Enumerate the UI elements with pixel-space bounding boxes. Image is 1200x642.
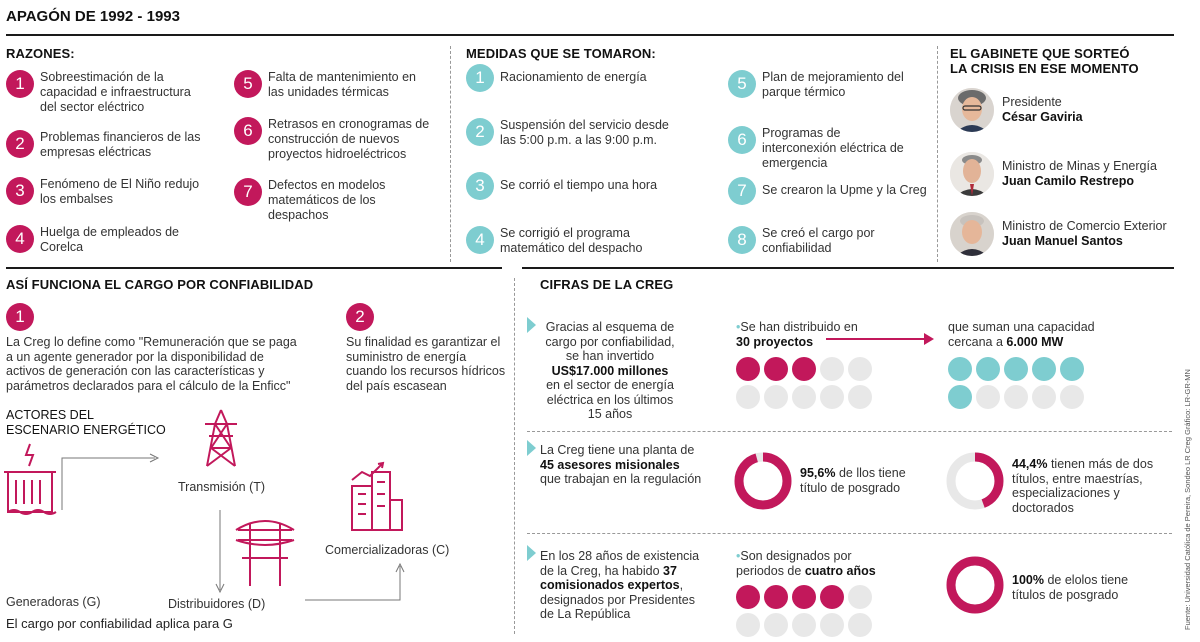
number-badge: 7 xyxy=(234,178,262,206)
pointer-icon xyxy=(527,545,536,561)
filled-dot xyxy=(948,357,972,381)
inversion-text xyxy=(540,320,680,422)
page-title: APAGÓN DE 1992 - 1993 xyxy=(6,8,180,25)
arrow-icon xyxy=(826,332,936,346)
medida-item xyxy=(728,177,928,205)
medida-text: Se corrigió el programa matemático del despacho xyxy=(500,226,643,255)
cargo-purpose: Su finalidad es garantizar el suministro de energía cuando los recursos hídricos del país escasean xyxy=(346,335,506,393)
empty-dot xyxy=(764,613,788,637)
gabinete-heading-line: LA CRISIS EN ESE MOMENTO xyxy=(950,61,1139,76)
capacidad-text xyxy=(948,320,1108,349)
comisionados-pre: En los 28 años de existencia de la Creg, ha habido xyxy=(540,549,700,578)
donut-expertos xyxy=(946,556,1004,614)
razon-item xyxy=(6,177,226,207)
donut-posgrado xyxy=(734,452,792,510)
transmision-label: Transmisión (T) xyxy=(178,480,266,494)
pointer-icon xyxy=(527,440,536,456)
empty-dot xyxy=(820,385,844,409)
proyectos-pre: Se han distribuido en xyxy=(740,320,858,334)
number-badge: 4 xyxy=(6,225,34,253)
filled-dot xyxy=(764,357,788,381)
razon-text: Sobreestimación de la capacidad e infraestructura del sector eléctrico xyxy=(40,70,191,114)
pointer-icon xyxy=(527,317,536,333)
expertos-desc: de elolos tiene títulos de posgrado xyxy=(1012,573,1129,602)
divider xyxy=(450,46,451,262)
number-badge: 2 xyxy=(466,118,494,146)
empty-dot xyxy=(792,613,816,637)
empty-dot xyxy=(1060,385,1084,409)
razon-text: Problemas financieros de las empresas eléctricas xyxy=(40,130,201,159)
razon-text: Fenómeno de El Niño redujo los embalses xyxy=(40,177,200,206)
person-name: Juan Camilo Restrepo xyxy=(1002,174,1134,188)
number-badge: 8 xyxy=(728,226,756,254)
medida-text: Se crearon la Upme y la Creg xyxy=(762,183,927,197)
number-badge: 3 xyxy=(466,172,494,200)
inversion-amount: US$17.000 millones xyxy=(551,363,669,378)
comisionados-post: , designados por Presidentes de La República xyxy=(540,578,695,621)
razon-item xyxy=(6,225,226,255)
filled-dot xyxy=(764,585,788,609)
divider xyxy=(527,533,1172,534)
actores-heading-line: ESCENARIO ENERGÉTICO xyxy=(6,422,166,437)
person-info xyxy=(1002,219,1167,249)
inversion-post: en el sector de energía eléctrica en los últimos 15 años xyxy=(546,378,674,421)
periodos-dot-grid xyxy=(736,585,872,637)
section-rule xyxy=(6,267,502,269)
titulos-text xyxy=(1012,457,1177,515)
asesores-pre: La Creg tiene una planta de xyxy=(540,443,695,457)
person-info xyxy=(1002,159,1157,189)
filled-dot xyxy=(976,357,1000,381)
medida-item xyxy=(728,126,928,171)
source-credits: Fuente: Universidad Católica de Pereira, Sondeo LR Creg Gráfico: LR-GR-MN xyxy=(1183,369,1192,630)
empty-dot xyxy=(820,613,844,637)
capacidad-value: 6.000 MW xyxy=(1006,334,1064,349)
person-info xyxy=(1002,95,1083,125)
number-badge: 1 xyxy=(466,64,494,92)
number-badge: 6 xyxy=(728,126,756,154)
number-badge: 5 xyxy=(234,70,262,98)
periodos-pre: Son designados por periodos de xyxy=(736,549,852,578)
person-role: Presidente xyxy=(1002,95,1062,109)
medida-item xyxy=(466,118,716,148)
razon-text: Defectos en modelos matemáticos de los despachos xyxy=(268,178,386,222)
filled-dot xyxy=(736,357,760,381)
comercializadoras-label: Comercializadoras (C) xyxy=(325,543,450,557)
cabinet-member xyxy=(950,88,1083,132)
comisionados-count: 37 comisionados expertos xyxy=(540,563,680,592)
razon-item xyxy=(234,178,444,223)
distribuidores-label: Distribuidores (D) xyxy=(168,597,266,611)
filled-dot xyxy=(1032,357,1056,381)
medida-text: Programas de interconexión eléctrica de emergencia xyxy=(762,126,904,170)
filled-dot xyxy=(792,585,816,609)
medida-item xyxy=(728,70,928,100)
periodos-text xyxy=(736,549,896,578)
medida-text: Plan de mejoramiento del parque térmico xyxy=(762,70,904,99)
titulos-pct: 44,4% xyxy=(1012,457,1048,471)
person-role: Ministro de Comercio Exterior xyxy=(1002,219,1167,233)
empty-dot xyxy=(976,385,1000,409)
number-badge: 2 xyxy=(346,303,374,331)
razon-item xyxy=(6,70,226,115)
razon-item xyxy=(6,130,226,160)
empty-dot xyxy=(848,585,872,609)
expertos-pct: 100% xyxy=(1012,573,1044,587)
title-rule xyxy=(6,34,1174,36)
posgrado-text xyxy=(800,466,930,495)
commercial-buildings-icon xyxy=(352,463,402,530)
avatar xyxy=(950,152,994,196)
gabinete-heading xyxy=(950,46,1139,76)
distribution-poles-icon xyxy=(236,521,294,586)
generator-plant-icon xyxy=(4,444,56,514)
divider xyxy=(527,431,1172,432)
posgrado-pct: 95,6% xyxy=(800,466,836,480)
person-name: César Gaviria xyxy=(1002,110,1083,124)
section-rule xyxy=(522,267,1174,269)
empty-dot xyxy=(1032,385,1056,409)
empty-dot xyxy=(848,357,872,381)
bullet-icon: • xyxy=(736,320,741,334)
empty-dot xyxy=(820,357,844,381)
person-name: Juan Manuel Santos xyxy=(1002,234,1123,248)
actores-heading-line: ACTORES DEL xyxy=(6,408,94,422)
number-badge: 1 xyxy=(6,303,34,331)
asesores-count: 45 asesores misionales xyxy=(540,457,680,472)
proyectos-count: 30 proyectos xyxy=(736,334,814,349)
razon-text: Retrasos en cronogramas de construcción de nuevos proyectos hidroeléctricos xyxy=(268,117,430,161)
razon-item xyxy=(234,70,444,100)
number-badge: 7 xyxy=(728,177,756,205)
razon-item xyxy=(234,117,444,162)
medida-text: Se creó el cargo por confiabilidad xyxy=(762,226,875,255)
medida-item xyxy=(466,172,716,200)
divider xyxy=(937,46,938,262)
periodos-value: cuatro años xyxy=(804,563,876,578)
number-badge: 2 xyxy=(6,130,34,158)
gabinete-heading-line: EL GABINETE QUE SORTEÓ xyxy=(950,46,1130,61)
medida-item xyxy=(466,64,716,92)
filled-dot xyxy=(948,385,972,409)
cabinet-member xyxy=(950,212,1167,256)
cifras-heading: CIFRAS DE LA CREG xyxy=(540,277,674,292)
empty-dot xyxy=(764,385,788,409)
empty-dot xyxy=(792,385,816,409)
proyectos-dot-grid xyxy=(736,357,872,409)
bullet-icon: • xyxy=(736,549,741,563)
capacidad-pre: que suman una capacidad cercana a xyxy=(948,320,1095,349)
medida-item xyxy=(728,226,928,256)
empty-dot xyxy=(1004,385,1028,409)
razon-text: Huelga de empleados de Corelca xyxy=(40,225,179,254)
filled-dot xyxy=(1004,357,1028,381)
filled-dot xyxy=(792,357,816,381)
number-badge: 1 xyxy=(6,70,34,98)
medida-text: Se corrió el tiempo una hora xyxy=(500,178,658,192)
comisionados-text xyxy=(540,549,705,622)
medida-item xyxy=(466,226,716,256)
medida-text: Suspensión del servicio desde las 5:00 p.m. a las 9:00 p.m. xyxy=(500,118,669,147)
filled-dot xyxy=(820,585,844,609)
transmission-tower-icon xyxy=(205,410,237,466)
cargo-heading: ASÍ FUNCIONA EL CARGO POR CONFIABILIDAD xyxy=(6,277,314,292)
empty-dot xyxy=(848,613,872,637)
capacidad-dot-grid xyxy=(948,357,1084,409)
razon-text: Falta de mantenimiento en las unidades térmicas xyxy=(268,70,417,99)
empty-dot xyxy=(736,613,760,637)
number-badge: 6 xyxy=(234,117,262,145)
empty-dot xyxy=(736,385,760,409)
donut-titulos xyxy=(946,452,1004,510)
generadoras-label: Generadoras (G) xyxy=(6,595,101,609)
filled-dot xyxy=(1060,357,1084,381)
razones-heading: RAZONES: xyxy=(6,46,75,61)
cargo-definition: La Creg lo define como "Remuneración que se paga a un agente generador por la disponibilidad de activos de generación con las características y parámetros declarados para el cálculo de la Enficc" xyxy=(6,335,297,393)
person-role: Ministro de Minas y Energía xyxy=(1002,159,1157,173)
posgrado-desc: de llos tiene título de posgrado xyxy=(800,466,906,495)
medidas-heading: MEDIDAS QUE SE TOMARON: xyxy=(466,46,656,61)
divider xyxy=(514,278,515,634)
cabinet-member xyxy=(950,152,1157,196)
asesores-text xyxy=(540,443,710,487)
empty-dot xyxy=(848,385,872,409)
filled-dot xyxy=(736,585,760,609)
inversion-pre: Gracias al esquema de cargo por confiabilidad, se han invertido xyxy=(545,320,675,363)
avatar xyxy=(950,212,994,256)
expertos-text xyxy=(1012,573,1157,602)
number-badge: 4 xyxy=(466,226,494,254)
number-badge: 5 xyxy=(728,70,756,98)
titulos-desc: tienen más de dos títulos, entre maestrías, especializaciones y doctorados xyxy=(1012,457,1154,515)
cargo-note: El cargo por confiabilidad aplica para G xyxy=(6,616,233,631)
avatar xyxy=(950,88,994,132)
medida-text: Racionamiento de energía xyxy=(500,70,647,84)
number-badge: 3 xyxy=(6,177,34,205)
asesores-post: que trabajan en la regulación xyxy=(540,472,702,486)
